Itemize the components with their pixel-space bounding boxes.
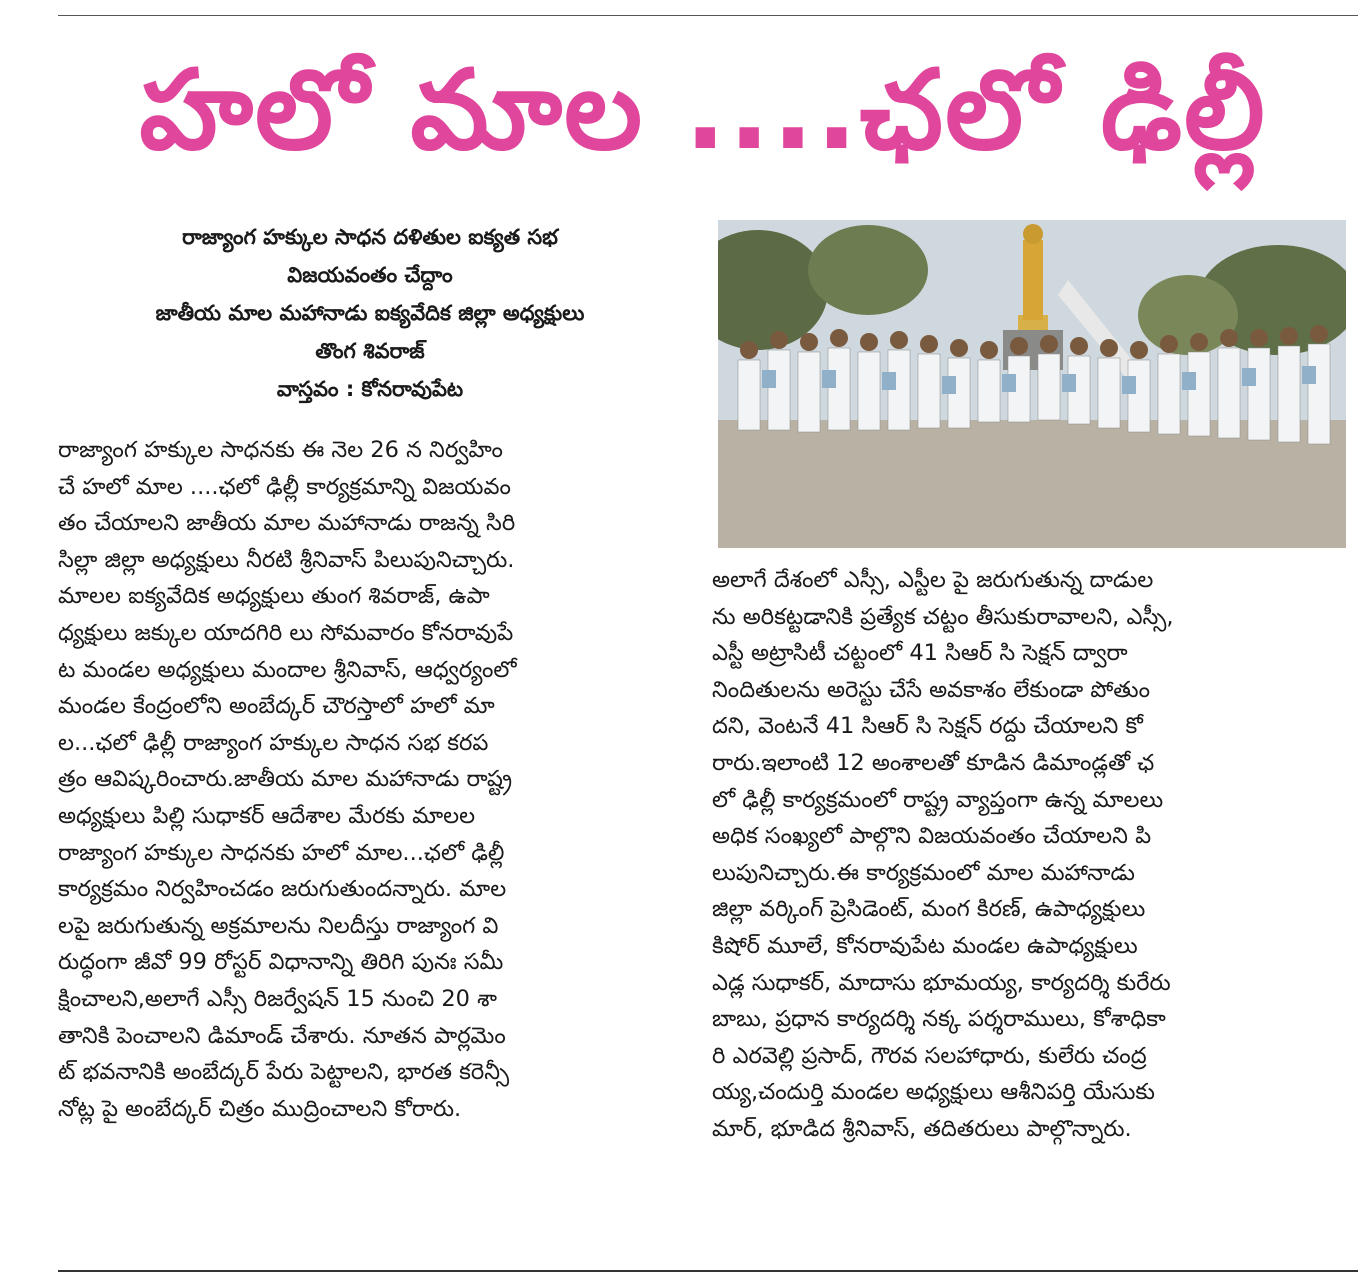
dateline: వాస్తవం : కోనరావుపేట [276,377,464,401]
body-line: ధ్యక్షులు జక్కుల యాదగిరి లు సోమవారం కోనరావుపే [58,619,514,646]
news-photo [718,220,1346,548]
body-line: నోట్ల పై అంబేద్కర్ చిత్రం ముద్రించాలని కోరారు. [58,1095,462,1122]
body-line: లో ఢిల్లీ కార్యక్రమంలో రాష్ట్ర వ్యాప్తంగా ఉన్న మాలలు [712,786,1164,813]
body-line: రాజ్యాంగ హక్కుల సాధనకు హలో మాల...ఛలో ఢిల్లీ [58,839,505,866]
article-column-right [712,562,1342,1148]
body-line: మాలల ఐక్యవేదిక అధ్యక్షులు తుంగ శివరాజ్, ఉపా [58,583,490,610]
body-line: సిల్లా జిల్లా అధ్యక్షులు నీరటి శ్రీనివాస్ పిలుపునిచ్చారు. [58,546,515,573]
article-column-left [58,432,688,1127]
group-photo-illustration [718,220,1346,548]
body-line: అధ్యక్షులు పిల్లి సుధాకర్ ఆదేశాల మేరకు మాలల [58,802,476,829]
subheading-line: విజయవంతం చేద్దాం [287,263,453,287]
body-line: లపై జరుగుతున్న అక్రమాలను నిలదీస్తు రాజ్యాంగ వి [58,912,499,939]
body-line: య్య,చందుర్తి మండల అధ్యక్షులు ఆశీనిపర్తి యేసుకు [712,1079,1155,1106]
body-line: అధిక సంఖ్యలో పాల్గొని విజయవంతం చేయాలని పి [712,823,1152,850]
subheadings [60,218,680,408]
body-line: తానికి పెంచాలని డిమాండ్ చేశారు. నూతన పార్లమెం [58,1022,506,1049]
body-line: మండల కేంద్రంలోని అంబేద్కర్ చౌరస్తాలో హలో మా [58,693,495,720]
body-line: ఎస్టీ అట్రాసిటీ చట్టంలో 41 సిఆర్ సి సెక్షన్ ద్వారా [712,640,1128,667]
body-line: జిల్లా వర్కింగ్ ప్రెసిడెంట్, మంగ కిరణ్, ఉపాధ్యక్షులు [712,896,1146,923]
body-line: రాజ్యాంగ హక్కుల సాధనకు ఈ నెల 26 న నిర్వహిం [58,437,503,463]
subheading-line: తొంగ శివరాజ్ [315,339,425,363]
body-line: రి ఎరవెల్లి ప్రసాద్, గౌరవ సలహాధారు, కులేరు చంద్ర [712,1042,1147,1069]
body-line: తం చేయాలని జాతీయ మాల మహానాడు రాజన్న సిరి [58,510,516,537]
subheading-line: జాతీయ మాల మహానాడు ఐక్యవేదిక జిల్లా అధ్యక్షులు [155,301,585,325]
body-line: చే హలో మాల ....ఛలో ఢిల్లీ కార్యక్రమాన్ని విజయవం [58,473,511,500]
body-line: దని, వెంటనే 41 సిఆర్ సి సెక్షన్ రద్దు చేయాలని కో [712,713,1143,740]
body-line: కిషోర్ మూలే, కోనరావుపేట మండల ఉపాధ్యక్షులు [712,932,1138,959]
body-line: నిందితులను అరెస్టు చేసే అవకాశం లేకుండా పోతుం [712,676,1150,703]
body-line: మార్, భూడిద శ్రీనివాస్, తదితరులు పాల్గొన్నారు. [712,1115,1132,1142]
top-rule [58,15,1358,16]
body-line: కార్యక్రమం నిర్వహించడం జరుగుతుందన్నారు. మాల [58,876,507,903]
body-line: లుపునిచ్చారు.ఈ కార్యక్రమంలో మాల మహానాడు [712,859,1135,886]
body-line: ట మండల అధ్యక్షులు మందాల శ్రీనివాస్, ఆధ్వర్యంలో [58,656,517,683]
subheading-line: రాజ్యాంగ హక్కుల సాధన దళితుల ఐక్యత సభ [182,225,558,249]
body-line: త్రం ఆవిష్కరించారు.జాతీయ మాల మహానాడు రాష్ట్ర [58,766,513,793]
headline: హలో మాల ....ఛలో ఢిల్లీ [139,46,1267,174]
body-line: అలాగే దేశంలో ఎస్సీ, ఎస్టీల పై జరుగుతున్న దాడుల [712,567,1154,593]
body-line: రుద్ధంగా జీవో 99 రోస్టర్ విధానాన్ని తిరిగి పునః సమీ [58,949,504,976]
body-line: ట్ భవనానికి అంబేద్కర్ పేరు పెట్టాలని, భారత కరెన్సీ [58,1059,510,1086]
body-line: ఎడ్ల సుధాకర్, మాదాసు భూమయ్య, కార్యదర్శి కురేరు [712,969,1171,996]
body-line: ను అరికట్టడానికి ప్రత్యేక చట్టం తీసుకురావాలని, ఎస్సీ, [712,603,1174,630]
body-line: బాబు, ప్రధాన కార్యదర్శి నక్క పర్శరాములు, కోశాధికా [712,1006,1166,1033]
body-line: రారు.ఇలాంటి 12 అంశాలతో కూడిన డిమాండ్లతో ఛ [712,749,1155,776]
body-line: క్షించాలని,అలాగే ఎస్సీ రిజర్వేషన్ 15 నుంచి 20 శా [58,985,497,1012]
bottom-rule [58,1270,1358,1272]
body-line: ల...ఛలో ఢిల్లీ రాజ్యాంగ హక్కుల సాధన సభ కరప [58,729,489,756]
